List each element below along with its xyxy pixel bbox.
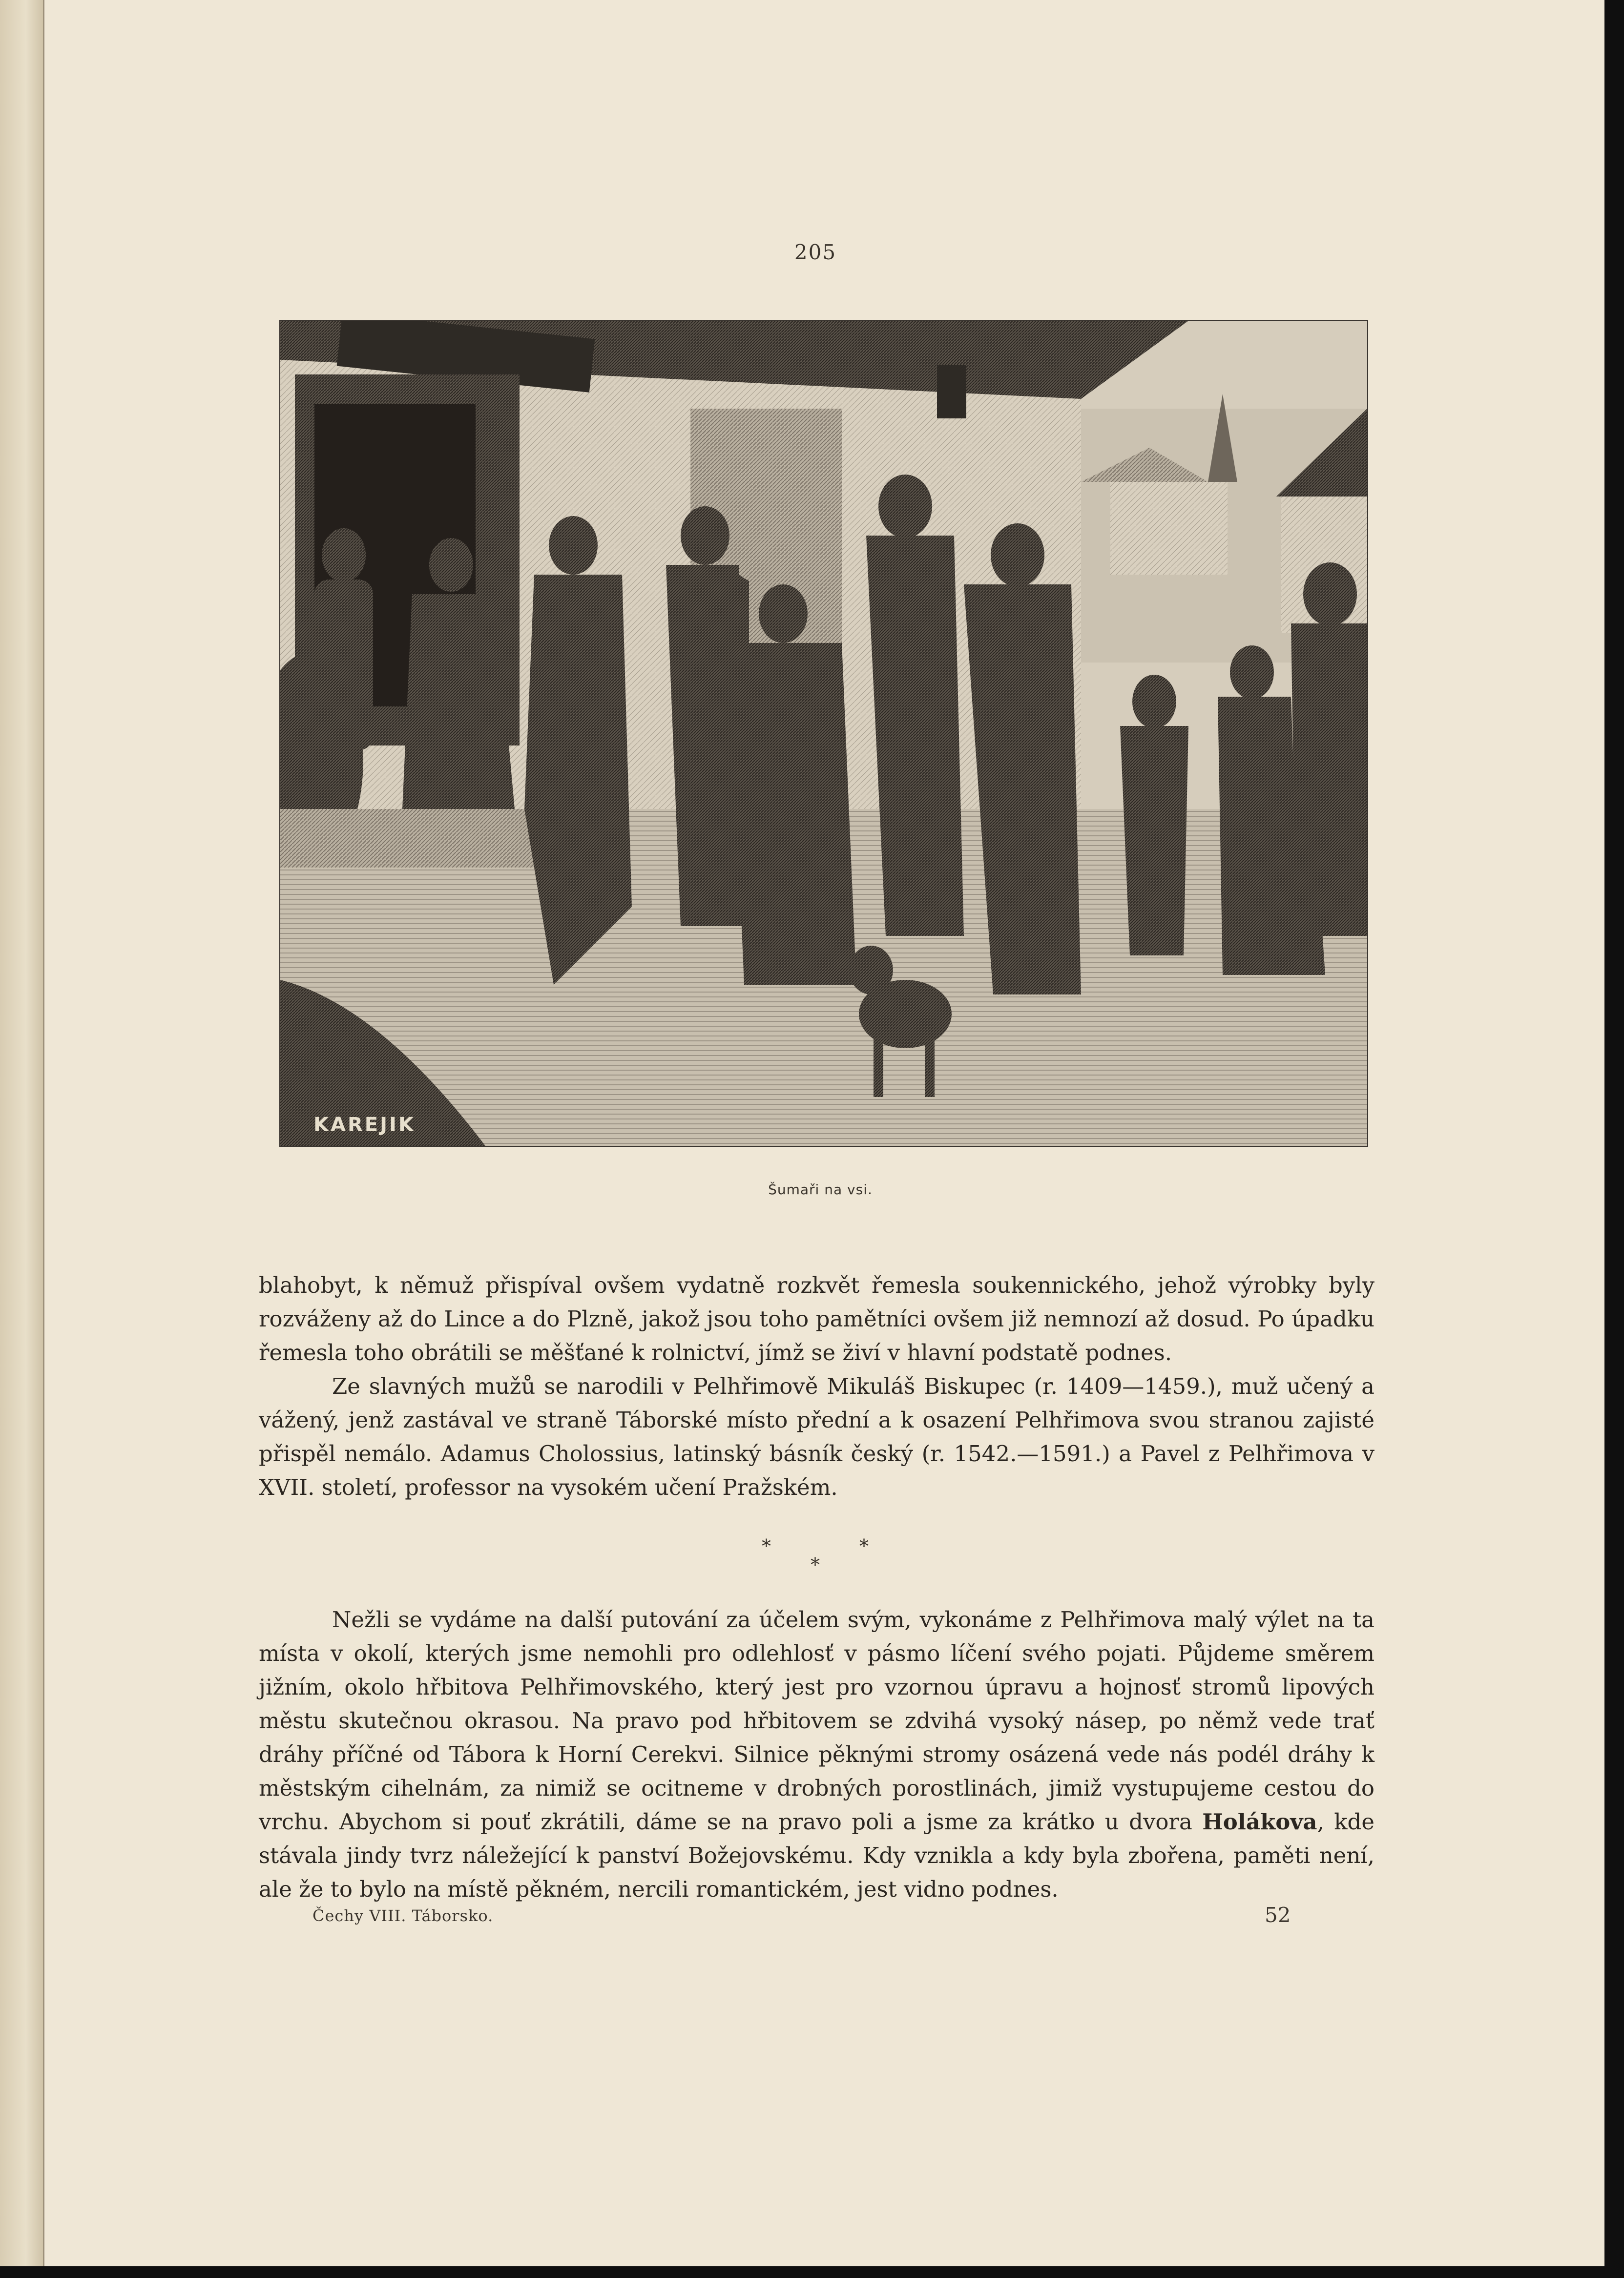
text-block-2 [259,1603,1374,1906]
footer-sheet-number: 52 [1265,1903,1291,1927]
illustration-caption: Šumaři na vsi. [768,1181,873,1198]
section-divider-asterisks [752,1535,898,1579]
scan-border-right [1604,0,1624,2278]
footer-signature-mark: Čechy VIII. Táborsko. [312,1906,494,1925]
engraving-illustration [279,320,1368,1147]
scan-border-bottom [0,2266,1624,2278]
engraver-signature: KAREJIK [313,1114,416,1136]
asterisk: * [762,1535,771,1557]
paragraph-3 [259,1603,1374,1906]
paragraph-3-text-b: , kde stávala jindy tvrz náležející k panství Božejovskému. Kdy vznikla a kdy byla zbořena, paměti není, ale že to bylo na místě pěkném, nercili romantickém, jest vidno podnes. [259,1809,1374,1902]
paragraph-3-text-a: Nežli se vydáme na další putování za účelem svým, vykonáme z Pelhřimova malý výlet na ta místa v okolí, kterých jsme nemohli pro odlehlosť v pásmo líčení svého pojati. Půjdeme směrem jižním, okolo hřbitova Pelhřimovského, který jest pro vzornou úpravu a hojnosť stromů lipových městu skutečnou okrasou. Na pravo pod hřbitovem se zdvihá vysoký násep, po němž vede trať dráhy příčné od Tábora k Horní Cerekvi. Silnice pěknými stromy osázená vede nás podél dráhy k městským cihelnám, za nimiž se ocitneme v drobných porostlinách, jimiž vystupujeme cestou do vrchu. Abychom si pouť zkrátili, dáme se na pravo poli a jsme za krátko u dvora [259,1607,1374,1835]
paragraph-3-bold-name: Holákova [1202,1809,1317,1835]
paragraph-2: Ze slavných mužů se narodili v Pelhřimově Mikuláš Biskupec (r. 1409—1459.), muž učený a vážený, jenž zastával ve straně Táborské místo přední a k osazení Pelhřimova svou stranou zajisté přispěl nemálo. Adamus Cholossius, latinský básník český (r. 1542.—1591.) a Pavel z Pelhřimova v XVII. století, professor na vysokém učení Pražském. [259,1373,1374,1500]
paragraph-1: blahobyt, k němuž přispíval ovšem vydatně rozkvět řemesla soukennického, jehož výrobky byly rozváženy až do Lince a do Plzně, jakož jsou toho pamětníci ovšem již nemnozí až dosud. Po úpadku řemesla toho obrátili se měšťané k rolnictví, jímž se živí v hlavní podstatě podnes. [259,1272,1374,1366]
asterisk: * [859,1535,869,1557]
text-block-1 [259,1268,1374,1504]
asterisk: * [811,1554,820,1575]
page-number: 205 [794,240,837,264]
page-gutter [0,0,44,2278]
